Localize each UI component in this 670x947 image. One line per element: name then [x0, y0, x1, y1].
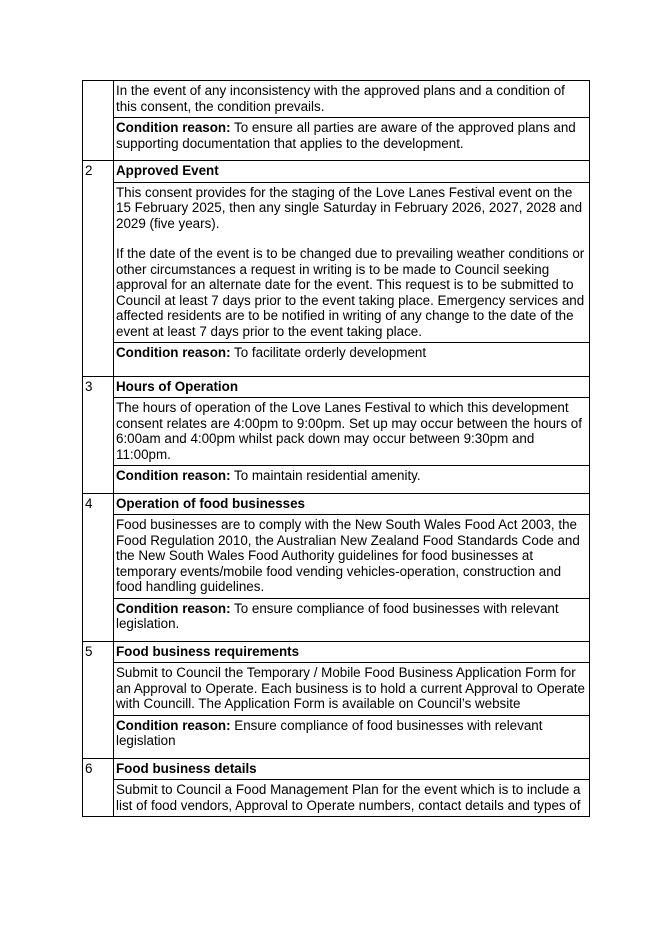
condition-2-title-row: [83, 161, 590, 183]
condition-2-body-row: [83, 182, 590, 343]
condition-2-reason-row: [83, 343, 590, 377]
condition-reason-text: To maintain residential amenity.: [230, 468, 421, 483]
condition-number: 3: [83, 376, 114, 493]
condition-title: Hours of Operation: [114, 376, 590, 398]
condition-1-reason-row: [83, 118, 590, 161]
condition-3-body-row: [83, 398, 590, 466]
condition-reason: [114, 598, 590, 641]
condition-body: [114, 780, 590, 817]
condition-reason-label: Condition reason:: [116, 717, 231, 733]
condition-5-title-row: [83, 641, 590, 663]
condition-paragraph: Submit to Council the Temporary / Mobile Food Business Application Form for an Approval to Operate. Each business is to hold a current Approval to Operate with Councill. The Application Form is available on Council’s website: [116, 665, 585, 711]
condition-number: 6: [83, 758, 114, 817]
condition-paragraph: If the date of the event is to be changed due to prevailing weather conditions or other circumstances a request in writing is to be made to Council seeking approval for an alternate date for the event. This request is to be submitted to Council at least 7 days prior to the event taking place. Emergency services and affected residents are to be notified in writing of any change to the date of the event at least 7 days prior to the event taking place.: [116, 246, 585, 339]
condition-reason-text: To ensure all parties are aware of the approved plans and supporting documentation that applies to the development.: [116, 120, 576, 151]
condition-6-body-row: [83, 780, 590, 817]
condition-reason-text: To facilitate orderly development: [230, 345, 427, 360]
condition-reason: [114, 343, 590, 377]
document-page: [82, 80, 590, 817]
condition-title: Food business details: [114, 758, 590, 780]
condition-body: [114, 663, 590, 716]
condition-title: Operation of food businesses: [114, 493, 590, 515]
condition-body: [114, 398, 590, 466]
conditions-table: [82, 80, 590, 817]
condition-reason-text: To ensure compliance of food businesses with relevant legislation.: [116, 600, 559, 631]
condition-3-title-row: [83, 376, 590, 398]
condition-1-body-row: [83, 81, 590, 118]
condition-paragraph: This consent provides for the staging of the Love Lanes Festival event on the 15 February 2025, then any single Saturday in February 2026, 2027, 2028 and 2029 (five years).: [116, 184, 583, 231]
condition-reason-label: Condition reason:: [116, 468, 231, 483]
condition-reason: [114, 466, 590, 494]
condition-reason-label: Condition reason:: [116, 120, 231, 135]
condition-4-title-row: [83, 493, 590, 515]
condition-5-reason-row: [83, 715, 590, 758]
condition-title: Food business requirements: [114, 641, 590, 663]
condition-reason: [114, 118, 590, 161]
condition-body: [114, 81, 590, 118]
condition-number: 5: [83, 641, 114, 758]
condition-3-reason-row: [83, 466, 590, 494]
condition-reason-text: Ensure compliance of food businesses with relevant legislation: [116, 717, 543, 748]
condition-reason: [114, 715, 590, 758]
condition-number: 2: [83, 161, 114, 377]
condition-body: [114, 182, 590, 343]
condition-4-reason-row: [83, 598, 590, 641]
condition-5-body-row: [83, 663, 590, 716]
condition-body: [114, 515, 590, 599]
condition-reason-label: Condition reason:: [116, 345, 231, 360]
condition-paragraph: The hours of operation of the Love Lanes Festival to which this development consent relates are 4:00pm to 9:00pm. Set up may occur between the hours of 6:00am and 4:00pm whilst pack down may occur between 9:30pm and 11:00pm.: [116, 400, 582, 462]
condition-title: Approved Event: [114, 161, 590, 183]
condition-paragraph: Submit to Council a Food Management Plan for the event which is to include a list of food vendors, Approval to Operate numbers, contact details and types of: [116, 782, 581, 813]
condition-number: 4: [83, 493, 114, 641]
condition-paragraph: In the event of any inconsistency with the approved plans and a condition of this consent, the condition prevails.: [116, 83, 565, 114]
condition-number: [83, 81, 114, 161]
condition-reason-label: Condition reason:: [116, 600, 231, 616]
condition-paragraph: Food businesses are to comply with the New South Wales Food Act 2003, the Food Regulation 2010, the Australian New Zealand Food Standards Code and the New South Wales Food Authority guidelines for food businesses at temporary events/mobile food vending vehicles-operation, construction and food handling guidelines.: [116, 517, 580, 594]
condition-4-body-row: [83, 515, 590, 599]
condition-6-title-row: [83, 758, 590, 780]
